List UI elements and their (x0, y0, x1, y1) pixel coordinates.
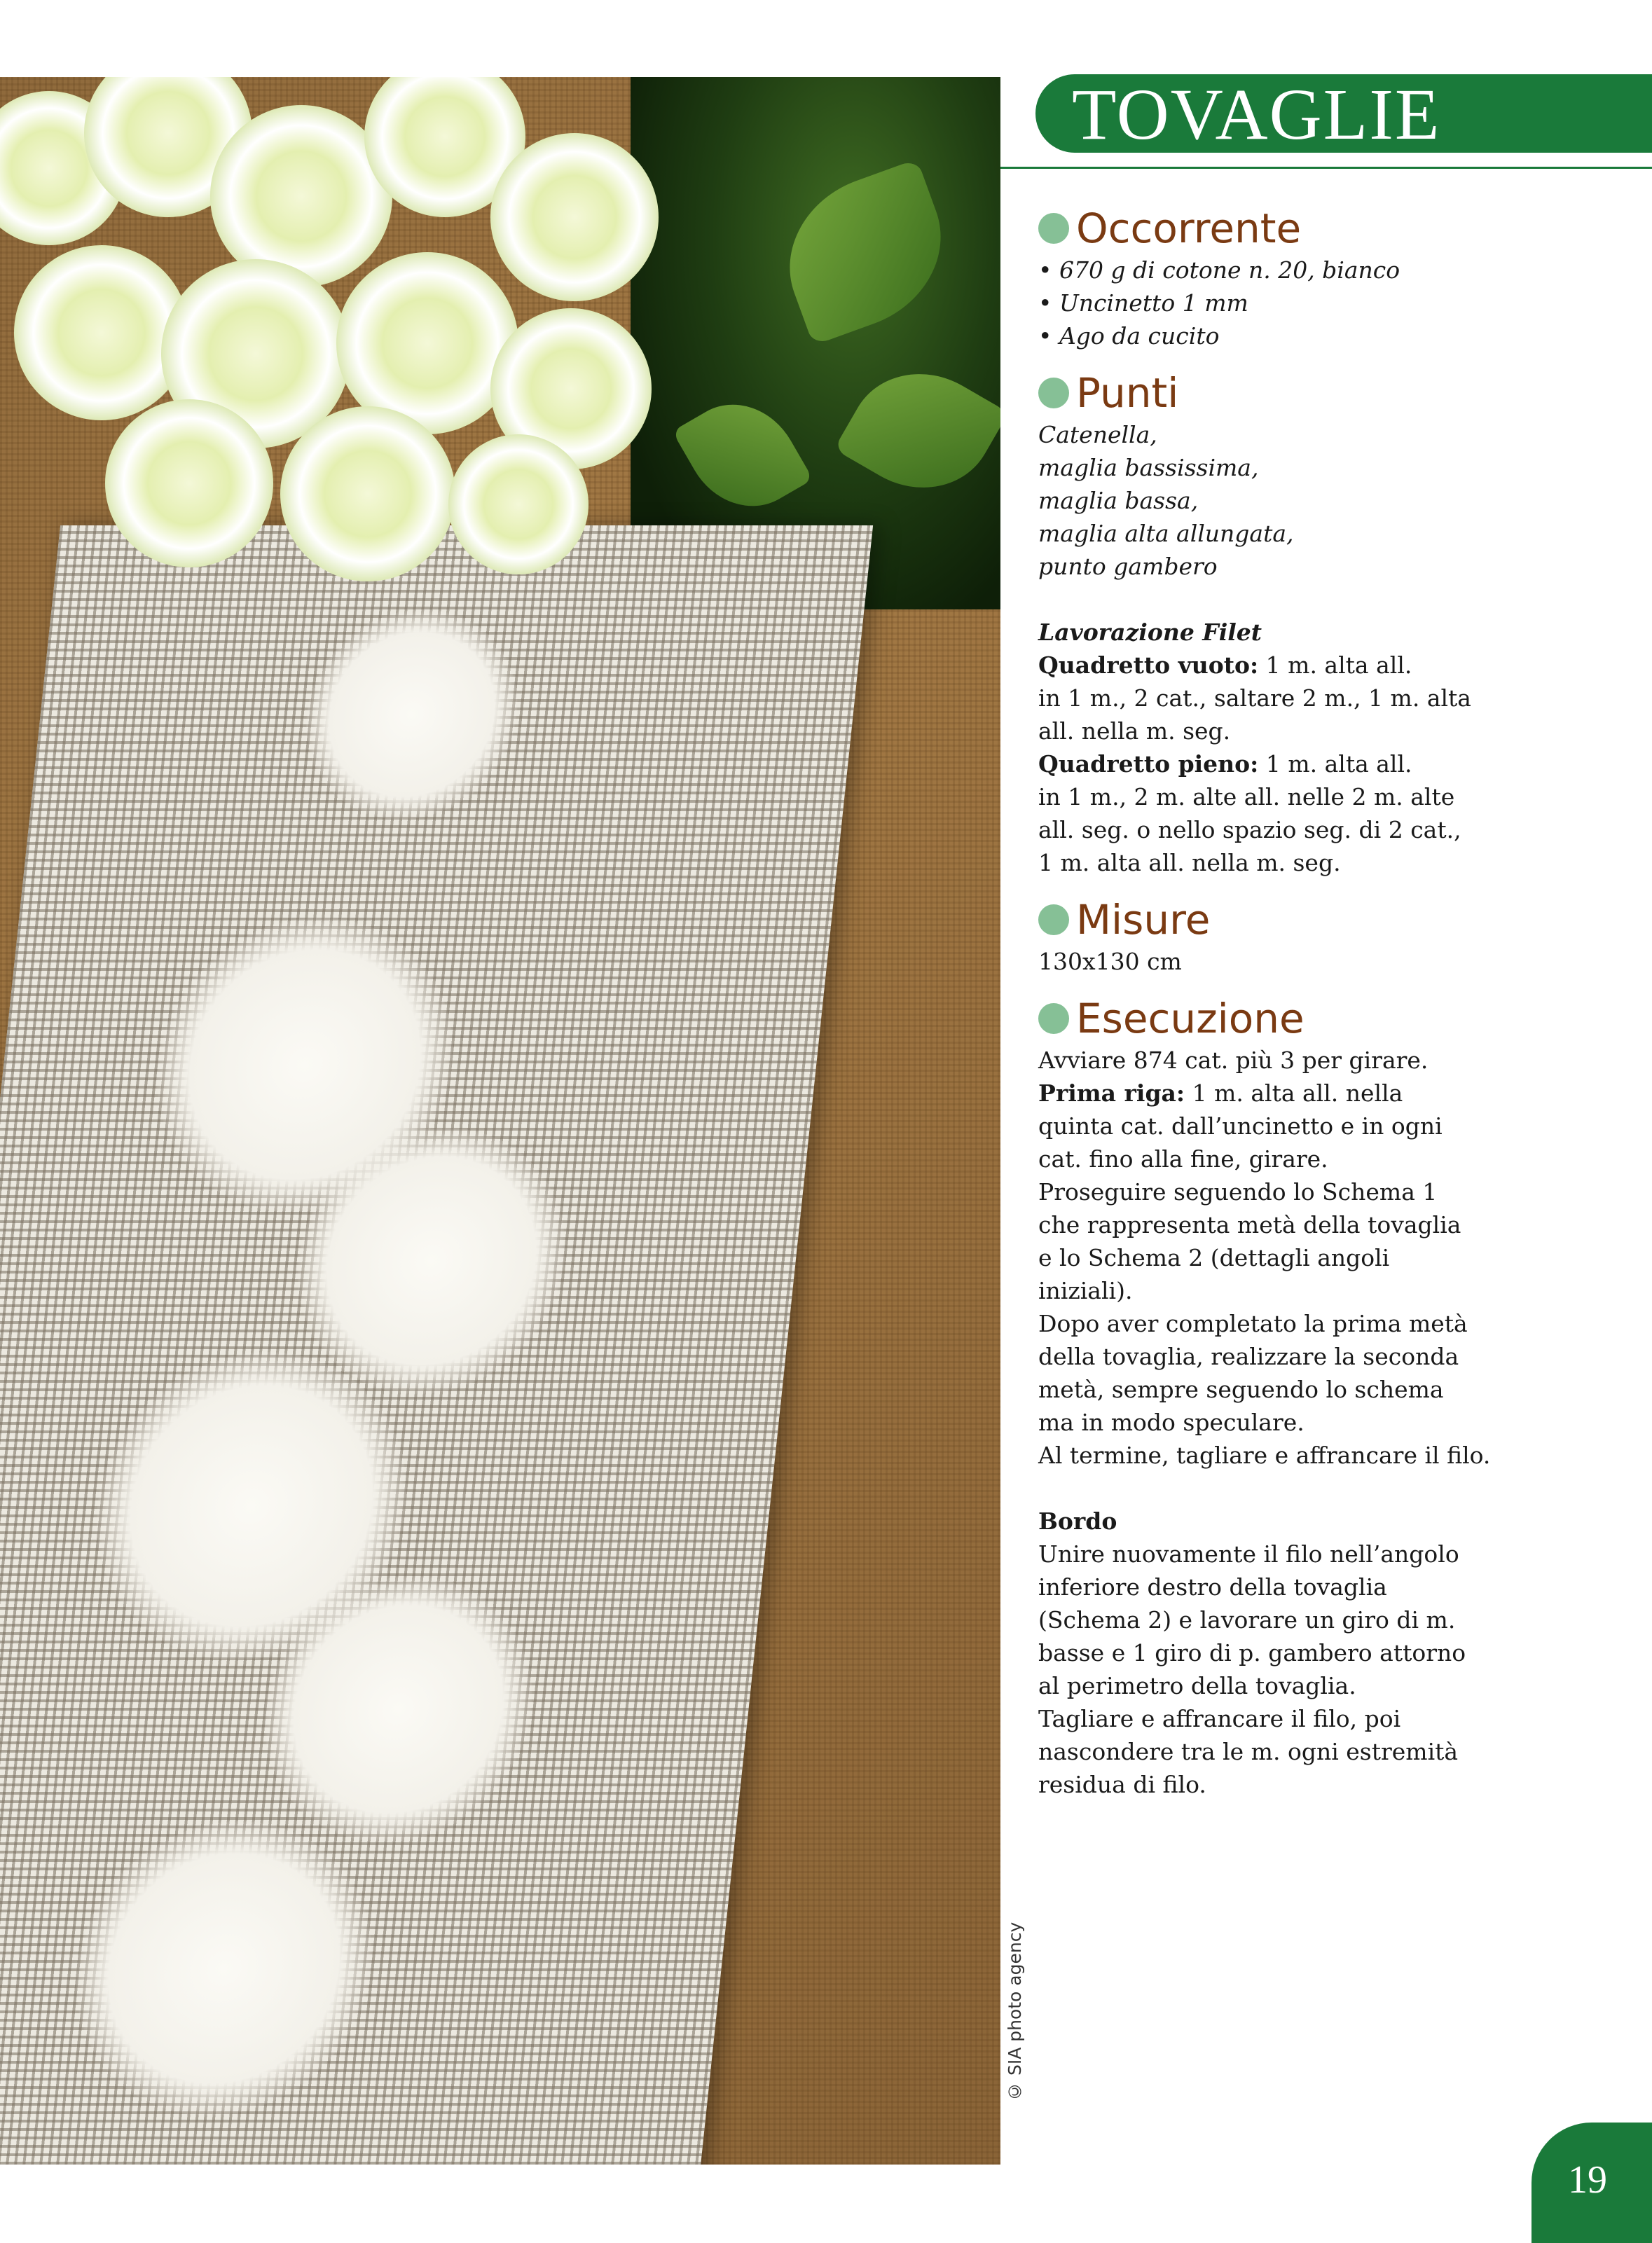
text-line: che rappresenta metà della tovaglia (1038, 1211, 1461, 1238)
text-line: iniziali). (1038, 1277, 1133, 1304)
text-line: Dopo aver completato la prima metà (1038, 1310, 1468, 1337)
photo-credit: © SIA photo agency (1005, 1921, 1025, 2101)
flower (448, 434, 588, 574)
label: Quadretto pieno: (1038, 750, 1259, 778)
filet-title: Lavorazione Filet (1038, 619, 1262, 646)
flower (490, 133, 659, 301)
page-number-badge (1531, 2123, 1652, 2243)
text-line: (Schema 2) e lavorare un giro di m. (1038, 1606, 1456, 1634)
label: Quadretto vuoto: (1038, 651, 1259, 679)
text-line: Avviare 874 cat. più 3 per girare. (1038, 1047, 1429, 1074)
text-line: Tagliare e affrancare il filo, poi (1038, 1705, 1401, 1732)
bullet-dot-icon (1038, 378, 1069, 408)
text-line: in 1 m., 2 m. alte all. nelle 2 m. alte (1038, 783, 1455, 810)
section-heading-misure: Misure (1038, 895, 1487, 945)
section-heading-punti: Punti (1038, 368, 1487, 418)
text-line: basse e 1 giro di p. gambero attorno (1038, 1639, 1466, 1666)
flower (105, 399, 273, 567)
bullet-dot-icon (1038, 1003, 1069, 1034)
text-line: inferiore destro della tovaglia (1038, 1573, 1387, 1601)
stitch-line: maglia bassissima, (1038, 454, 1259, 481)
page-number: 19 (1568, 2158, 1607, 2202)
stitch-line: Catenella, (1038, 421, 1157, 448)
text-line: residua di filo. (1038, 1771, 1206, 1798)
text-line: Quadretto vuoto: 1 m. alta all. (1038, 651, 1412, 679)
text-line: Quadretto pieno: 1 m. alta all. (1038, 750, 1412, 778)
leaf (766, 159, 965, 346)
list-item: • Uncinetto 1 mm (1038, 289, 1248, 317)
stitch-line: maglia alta allungata, (1038, 520, 1294, 547)
label: Prima riga: (1038, 1079, 1185, 1107)
leaf (834, 346, 1000, 516)
flower-motif (62, 1821, 387, 2116)
instructions-column (1038, 203, 1491, 1801)
text-line: all. nella m. seg. (1038, 717, 1231, 745)
text-line: quinta cat. dall’uncinetto e in ogni (1038, 1112, 1443, 1140)
text-line: Proseguire seguendo lo Schema 1 (1038, 1178, 1438, 1206)
text-line: metà, sempre seguendo lo schema (1038, 1376, 1444, 1403)
stitch-line: punto gambero (1038, 553, 1218, 580)
text-line: ma in modo speculare. (1038, 1409, 1305, 1436)
section-heading-occorrente: Occorrente (1038, 203, 1487, 254)
bullet-dot-icon (1038, 213, 1069, 244)
list-item: • 670 g di cotone n. 20, bianco (1038, 256, 1400, 284)
text-line: 1 m. alta all. nella m. seg. (1038, 849, 1341, 876)
flower (280, 406, 455, 581)
text-line: all. seg. o nello spazio seg. di 2 cat., (1038, 816, 1461, 843)
text-line: Al termine, tagliare e affrancare il filo. (1038, 1442, 1491, 1469)
section-heading-esecuzione: Esecuzione (1038, 993, 1487, 1044)
text-line: in 1 m., 2 cat., saltare 2 m., 1 m. alta (1038, 684, 1471, 712)
text-line: della tovaglia, realizzare la seconda (1038, 1343, 1459, 1370)
text-line: e lo Schema 2 (dettagli angoli (1038, 1244, 1390, 1271)
bordo-title: Bordo (1038, 1507, 1117, 1535)
text-line: nascondere tra le m. ogni estremità (1038, 1738, 1459, 1765)
list-item: • Ago da cucito (1038, 322, 1220, 350)
tablecloth-photo (0, 77, 1000, 2165)
bullet-dot-icon (1038, 904, 1069, 935)
filet-tablecloth (0, 525, 873, 2165)
size-value: 130x130 cm (1038, 948, 1182, 975)
white-flower-bouquet (0, 77, 701, 581)
flower-motif (296, 609, 528, 820)
text-line: Unire nuovamente il filo nell’angolo (1038, 1540, 1459, 1568)
page-title: TOVAGLIE (1072, 74, 1441, 155)
text-line: al perimetro della tovaglia. (1038, 1672, 1356, 1699)
header-rule (1000, 167, 1652, 169)
text-line: Prima riga: 1 m. alta all. nella (1038, 1079, 1403, 1107)
stitch-line: maglia bassa, (1038, 487, 1199, 514)
materials-list (1038, 254, 1487, 352)
text-line: cat. fino alla fine, girare. (1038, 1145, 1328, 1173)
